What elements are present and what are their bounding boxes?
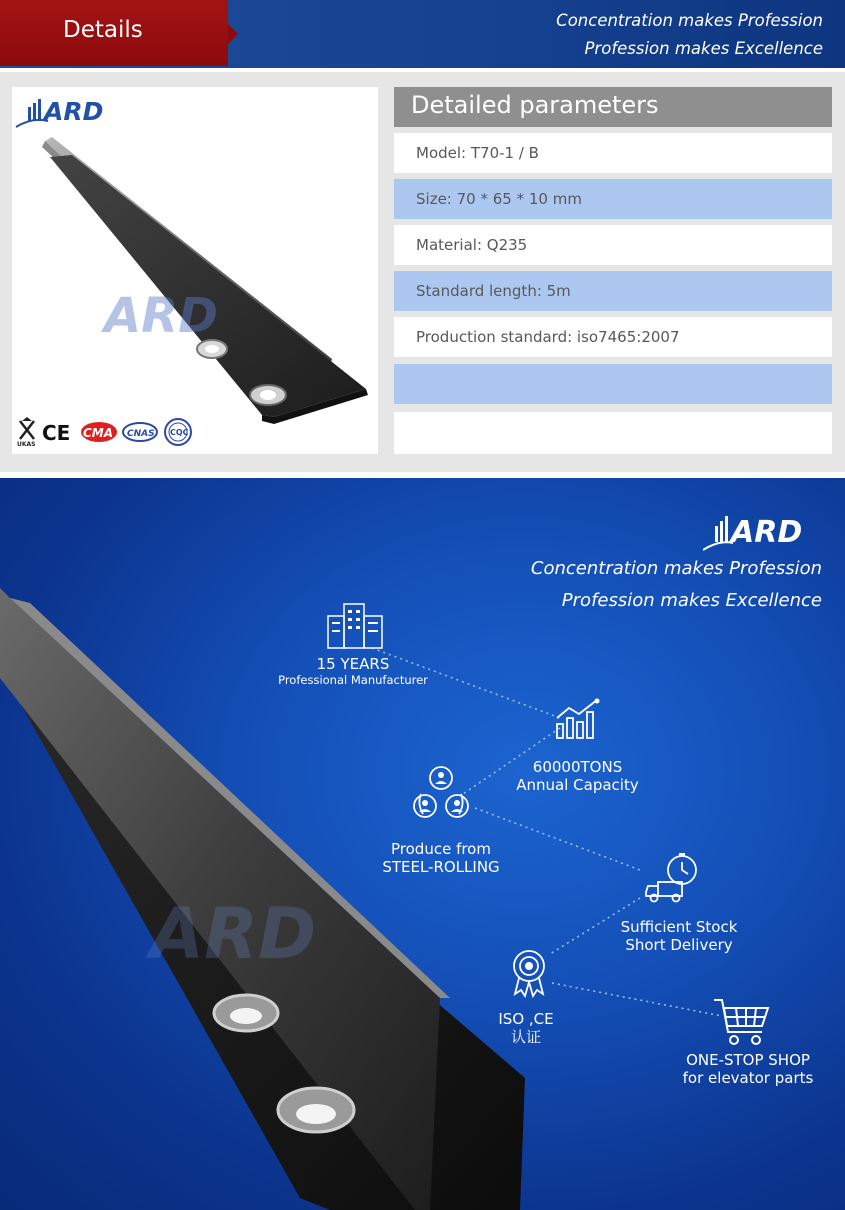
cnas-mark-icon [122, 421, 158, 443]
promo-slogan-line2: Profession makes Excellence [561, 590, 822, 611]
param-row-size: Size: 70 * 65 * 10 mm [394, 179, 832, 219]
parameters-title: Detailed parameters [411, 91, 659, 119]
feature-shop-subtitle: for elevator parts [682, 1069, 814, 1087]
ce-mark-icon [42, 421, 76, 443]
details-tab-label: Details [63, 17, 143, 43]
feature-delivery-subtitle: Short Delivery [625, 936, 733, 954]
feature-capacity-title: 60000TONS [532, 758, 623, 776]
ukas-crown-icon [16, 417, 38, 447]
watermark-text: ARD [104, 288, 218, 344]
product-image-card [12, 87, 378, 454]
promo-logo-text: ARD [731, 515, 803, 550]
param-row-empty-1 [394, 364, 832, 404]
feature-delivery [600, 918, 758, 954]
certificate-badge-icon [507, 948, 551, 998]
header-slogan-line2: Profession makes Excellence [584, 39, 823, 58]
team-icon [411, 764, 471, 824]
shopping-cart-icon [712, 996, 770, 1050]
parameters-title-bar [394, 87, 832, 127]
guide-rail-image [12, 127, 378, 437]
ce-label: CE [42, 421, 71, 443]
feature-steel-title: Produce from [391, 840, 491, 858]
promo-watermark: ARD [150, 893, 317, 975]
chart-growth-icon [553, 698, 603, 740]
feature-years-subtitle: Professional Manufacturer [278, 673, 428, 687]
param-row-model: Model: T70-1 / B [394, 133, 832, 173]
feature-steel-subtitle: STEEL-ROLLING [382, 858, 500, 876]
cma-mark-icon [80, 421, 118, 443]
cma-label: CMA [83, 426, 114, 440]
ukas-label: UKAS [17, 441, 36, 447]
header-slogan-line1: Concentration makes Profession [556, 11, 823, 30]
cnas-label: CNAS [127, 429, 155, 439]
feature-delivery-title: Sufficient Stock [620, 918, 738, 936]
param-row-material: Material: Q235 [394, 225, 832, 265]
feature-shop-title: ONE-STOP SHOP [686, 1051, 810, 1069]
feature-iso-subtitle: 认证 [510, 1028, 541, 1046]
parameters-section [0, 72, 845, 472]
feature-years [272, 655, 434, 687]
certification-badges [16, 417, 216, 447]
feature-shop [672, 1051, 824, 1087]
param-row-empty-2 [394, 412, 832, 454]
param-row-length: Standard length: 5m [394, 271, 832, 311]
promo-banner [0, 478, 845, 1210]
feature-iso [486, 1010, 566, 1046]
param-row-standard: Production standard: iso7465:2007 [394, 317, 832, 357]
cqc-mark-icon [162, 418, 194, 446]
logo-text: ARD [44, 97, 104, 126]
feature-steel [366, 840, 516, 876]
promo-slogan-line1: Concentration makes Profession [530, 558, 822, 579]
feature-capacity-subtitle: Annual Capacity [516, 776, 639, 794]
ard-logo [14, 93, 124, 129]
buildings-icon [326, 602, 384, 650]
header-bar [0, 0, 845, 68]
delivery-truck-icon [644, 852, 702, 904]
feature-iso-title: ISO ,CE [498, 1010, 554, 1028]
feature-years-title: 15 YEARS [316, 655, 390, 673]
details-tab[interactable] [0, 0, 228, 66]
cqc-label: CQC [170, 428, 189, 437]
feature-capacity [500, 758, 655, 794]
promo-ard-logo [703, 510, 823, 552]
